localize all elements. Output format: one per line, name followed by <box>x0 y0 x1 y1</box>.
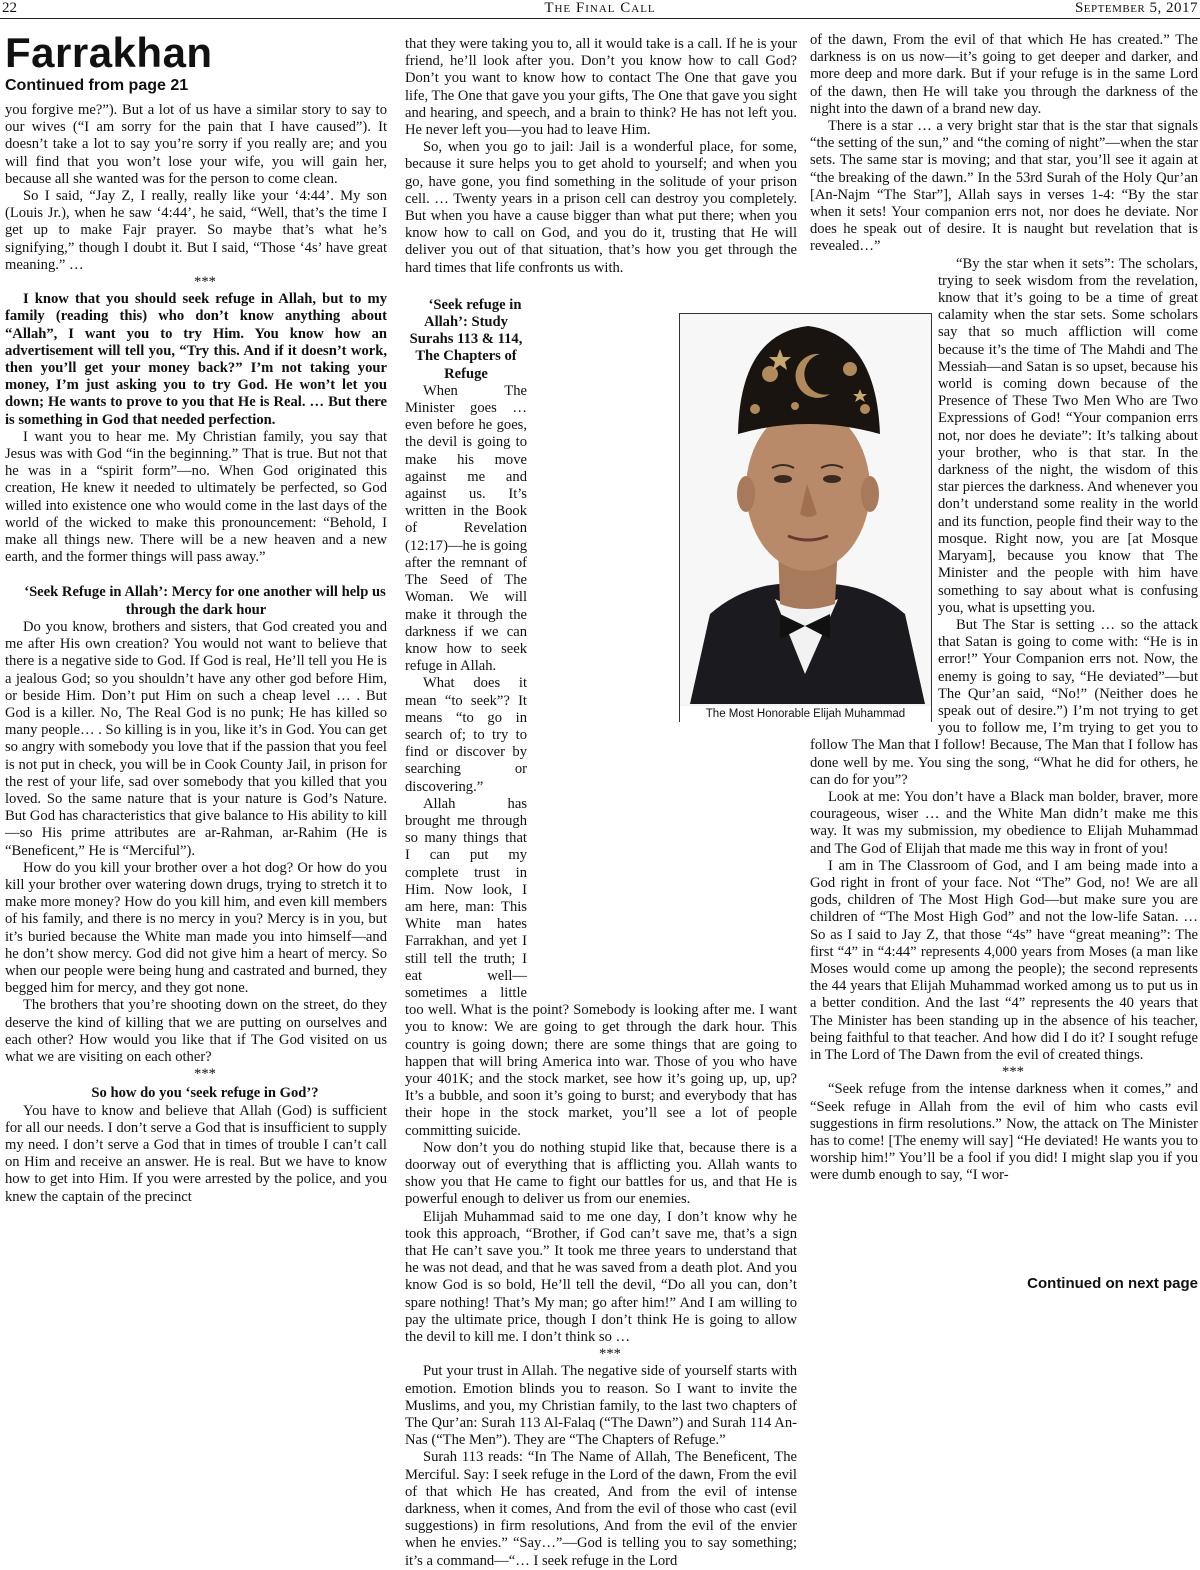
paragraph: So I said, “Jay Z, I really, really like your ‘4:44’. My son (Louis Jr.), when he saw ‘4:44’, he said, “Well, that’s the time I get up to make Fajr prayer. So maybe that’s what he’s signifying,” though I doubt it. But I said, “Those ‘4s’ have great meaning.” … <box>5 188 387 273</box>
masthead <box>0 0 1200 19</box>
portrait-photo <box>679 313 932 722</box>
paragraph: The brothers that you’re shooting down on the street, do they deserve the kind of killing that we are putting on ourselves and each other? How would you like that if The God visited on us what we are visiting on each other? <box>5 997 387 1065</box>
paragraph: Surah 113 reads: “In The Name of Allah, The Beneficent, The Merciful. Say: I seek refuge in the Lord of the dawn, From the evil of that which He has created, And from the evil of intense darkness, when it comes, And from the evil of those who cast (evil suggestions) in firm resolutions, And from the evil of the envier when he envies.” “Say…”—God is telling you to say something; it’s a command—“… I seek refuge in the Lord <box>405 1449 797 1569</box>
subheading: So how do you ‘seek refuge in God’? <box>91 1085 319 1102</box>
paragraph: Elijah Muhammad said to me one day, I don’t know why he took this approach, “Brother, if God can’t save me, that’s a sign that He can’t save you.” It took me three years to understand that he was not dead, and that he was saved from a death plot. And you know God is so bold, He’ll tell the devil, “Do all you can, don’t spare nothing! That’s My man; go after him!” And I am willing to pay the ultimate price, though I don’t think He is going to allow the devil to kill me. I don’t think so … <box>405 1208 797 1346</box>
paragraph: What does it mean “to seek”? It means “to go in search of; to try to find or discover by searching or discovering.” <box>405 675 527 795</box>
continued-from: Continued from page 21 <box>5 77 189 94</box>
paragraph: “By the star when it sets”: The scholars, trying to seek wisdom from the revelation, know that it’s going to be a time of great calamity when the star sets. Some scholars say that so much affliction will come because it’s the time of The Mahdi and The Messiah—and Satan is so upset, because his world is coming down because of the Presence of These Two Men Who are Two Expressions of God! “Your companion errs not, nor does he deviate”: It’s talking about your brother, who is that star. In the darkness of the night, the wisdom of this star pierces the darkness. And whenever you don’t understand some reality in the world and its function, people find their way to the mosque. Right now, you are [at Mosque Maryam], because you know that The Minister and the people with him have something to say about what is confusing you, what is upsetting you. <box>938 255 1198 616</box>
paragraph: You have to know and believe that Allah (God) is sufficient for all our needs. I don’t serve a God that is insufficient to supply my need. I don’t serve a God that in times of trouble I can’t call on Him and receive an answer. He is real. But we have to know how to get into Him. If you were arrested by the police, and you knew the captain of the precinct <box>5 1102 387 1205</box>
section-separator: *** <box>1002 1064 1024 1081</box>
paragraph: Look at me: You don’t have a Black man bolder, braver, more courageous, wiser … and the White Man didn’t make me this way. It was my submission, my obedience to Elijah Muhammad and The God of Elijah that made me this way in front of you! <box>810 788 1198 857</box>
paragraph: There is a star … a very bright star that is the star that signals “the setting of the sun,” and “the coming of night”—when the star sets. The same star is moving; and that star, you’ll see it again at “the breaking of the dawn.” In the 53rd Surah of the Holy Qur’an [An-Najm “The Star”], Allah says in verses 1-4: “By the star when it sets! Your companion errs not, nor does he deviate. Nor does he speak out of desire. It is naught but revelation that is revealed…” <box>810 118 1198 255</box>
paragraph: Now don’t you do nothing stupid like that, because there is a doorway out of everything that is afflicting you. Allah wants to show you that He came to fight our battles for us, and that He is powerful enough to deliver us from our enemies. <box>405 1139 797 1208</box>
paragraph: that they were taking you to, all it would take is a call. If he is your friend, he’ll look after you. Don’t you know how to call God? Don’t you want to know how to contact The One that gave you life, The One that gave you your gifts, The One that gave you sight and hearing, and speech, and a brain to think? He has not left you. He never left you—you had to leave Him. <box>405 36 797 139</box>
subheading: ‘Seek refuge in Allah’: Study Surahs 113 & 114, The Chapters of Refuge <box>409 296 523 382</box>
paragraph: But The Star is setting … so the attack that Satan is going to come with: “He is in error!” Your Companion errs not. Now, the enemy is going to say, “He deviated”—but The Qur’an said, “No!” (Neither does he speak out of desire.”) I’m not trying to get you to follow me, I’m trying to get you to follow The Man that I follow! Because, The Man that I follow has done well by me. You sing the song, “What he did for others, he can do for you”? <box>810 616 1198 788</box>
subheading: ‘Seek Refuge in Allah’: Mercy for one another will help us through the dark hour <box>24 584 386 618</box>
portrait-illustration <box>680 314 931 704</box>
page-number: 22 <box>2 0 17 16</box>
photo-caption: The Most Honorable Elijah Muhammad <box>680 706 931 722</box>
paragraph: I want you to hear me. My Christian family, you say that Jesus was with God “in the beginning.” That is true. But not that he was in a “spirit form”—no. When God originated this creation, He knew it needed to ultimately be perfected, so God willed into existence one who would come in the last days of the world of the wicked to make this pronouncement: “Behold, I make all things new. There will be a new heaven and a new earth, and the former things will pass away.” <box>5 428 387 566</box>
section-separator: *** <box>194 274 216 291</box>
paragraph: I am in The Classroom of God, and I am being made into a God right in front of your face. Not “The” God, no! We are all gods, children of The Most High God—but make sure you are children of “The Most High God” and not the low-life Satan. … So as I said to Jay Z, that those “4s” have “great meaning”: The first “4” in “4:44” represents 4,000 years from Moses (a man like Moses would come up among the people); the second represents the 44 years that Elijah Muhammad worked among us to put us in a better condition. And the last “4” represents the 40 years that The Minister has been standing up in the absence of his teacher, being faithful to that teacher. And how did I do it? I sought refuge in The Lord of The Dawn from the evil of created things. <box>810 857 1198 1063</box>
paragraph: you forgive me?”). But a lot of us have a similar story to say to our wives (“I am sorry for the pain that I have caused”). It doesn’t take a lot to say you’re sorry if you really are; and you will find that you won’t lose your wife, you will gain her, because all she wanted was for the person to come clean. <box>5 102 387 187</box>
paragraph: of the dawn, From the evil of that which He has created.” The darkness is on us now—it’s going to get deeper and darker, and more deep and more dark. But if your refuge is in the same Lord of the dawn, then He will take you through the darkness of the night into the dawn of a brand new day. <box>810 32 1198 117</box>
headline: Farrakhan <box>5 29 213 76</box>
paragraph: Do you know, brothers and sisters, that God created you and me after His own creation? You would not want to believe that there is a negative side to God. If God is real, He’ll tell you He is a jealous God; so you shouldn’t have any other god before Him, or beside Him. Don’t put Him on such a cheap level … . But God is a killer. No, The Real God is no punk; He has killed so many people… . So killing is in you, like it’s in God. You can get so angry with somebody you love that if the passion that you feel is not put in check, you will be in Cook County Jail, in prison for the rest of your life, sad over somebody that you killed that you loved. So the same nature that is your nature is God’s Nature. But God has characteristics that give balance to His ability to kill—so His prime attributes are ar-Rahman, ar-Rahim (He is “Beneficent,” He is “Merciful”). <box>5 618 387 859</box>
section-separator: *** <box>599 1346 621 1363</box>
section-separator: *** <box>194 1066 216 1083</box>
paragraph: How do you kill your brother over a hot dog? Or how do you kill your brother over watering down drugs, trying to stretch it to make more money? How do you kill him, and even kill members of his family, and there is no mercy in you? Mercy is in you, but it’s buried because the White man made you into himself—and he don’t show mercy. God did not give him a heart of mercy. So when our people were being hung and castrated and burned, they begged him for mercy, and they got none. <box>5 859 387 997</box>
paragraph: So, when you go to jail: Jail is a wonderful place, for some, because it sure helps you to get ahold to yourself; and when you go, have gone, you find something in the solitude of your prison cell. … Twenty years in a prison cell can destroy you completely. But when you have a cause bigger than what put there; when you know how to call on God, and you do it, trusting that He will deliver you out of that situation, that’s how you get through the hard times that life confronts us with. <box>405 139 797 276</box>
paragraph: I know that you should seek refuge in Allah, but to my family (reading this) who don’t know anything about “Allah”, I want you to try Him. You know how an advertisement will tell you, “Try this. And if it doesn’t work, then you’ll get your money back?” I’m not taking your money, I’m just asking you to try God. He won’t let you down; He wants to prove to you that He is Real. … But there is something in God that needed perfection. <box>5 291 387 428</box>
issue-date: September 5, 2017 <box>1074 0 1198 16</box>
continued-next: Continued on next page <box>1027 1275 1198 1292</box>
paragraph: When The Minister goes … even before he goes, the devil is going to make his move against me and against us. It’s written in the Book of Revelation (12:17)—he is going after the remnant of The Seed of The Woman. We will make it through the darkness if we can know how to seek refuge in Allah. <box>405 382 527 675</box>
paragraph: “Seek refuge from the intense darkness when it comes,” and “Seek refuge in Allah from the evil of him who casts evil suggestions in firm resolutions.” Now, the attack on The Minister has to come! [The enemy will say] “He deviated! He wants you to worship him!” You’ll be a fool if you did! I might slap you if you were dumb enough to say, “I wor- <box>810 1081 1198 1184</box>
paragraph: Put your trust in Allah. The negative side of yourself starts with emotion. Emotion blinds you to reason. So I want to invite the Muslims, and you, my Christian family, to the last two chapters of The Qur’an: Surah 113 Al-Falaq (“The Dawn”) and Surah 114 An-Nas (“The Men”). They are “The Chapters of Refuge.” <box>405 1363 797 1449</box>
article-column-1 <box>5 29 387 1294</box>
paragraph: Allah has brought me through so many things that I can put my complete trust in Him. Now look, I am here, man: This White man hates Farrakhan, and yet I still tell the truth; I eat well—sometimes a little too well. What is the point? Somebody is looking after me. I want you to know: We are going to get through the dark hour. This country is going down; there are some things that are going to happen that will bring America into war. Those of you who have your 401K; and the stock market, see how it’s going up, up, up? It’s a bubble, and soon it’s going to burst; and everybody that has their hope in the stock market, you’ll see a lot of people committing suicide. <box>405 795 797 1139</box>
paper-title: The Final Call <box>544 0 656 16</box>
